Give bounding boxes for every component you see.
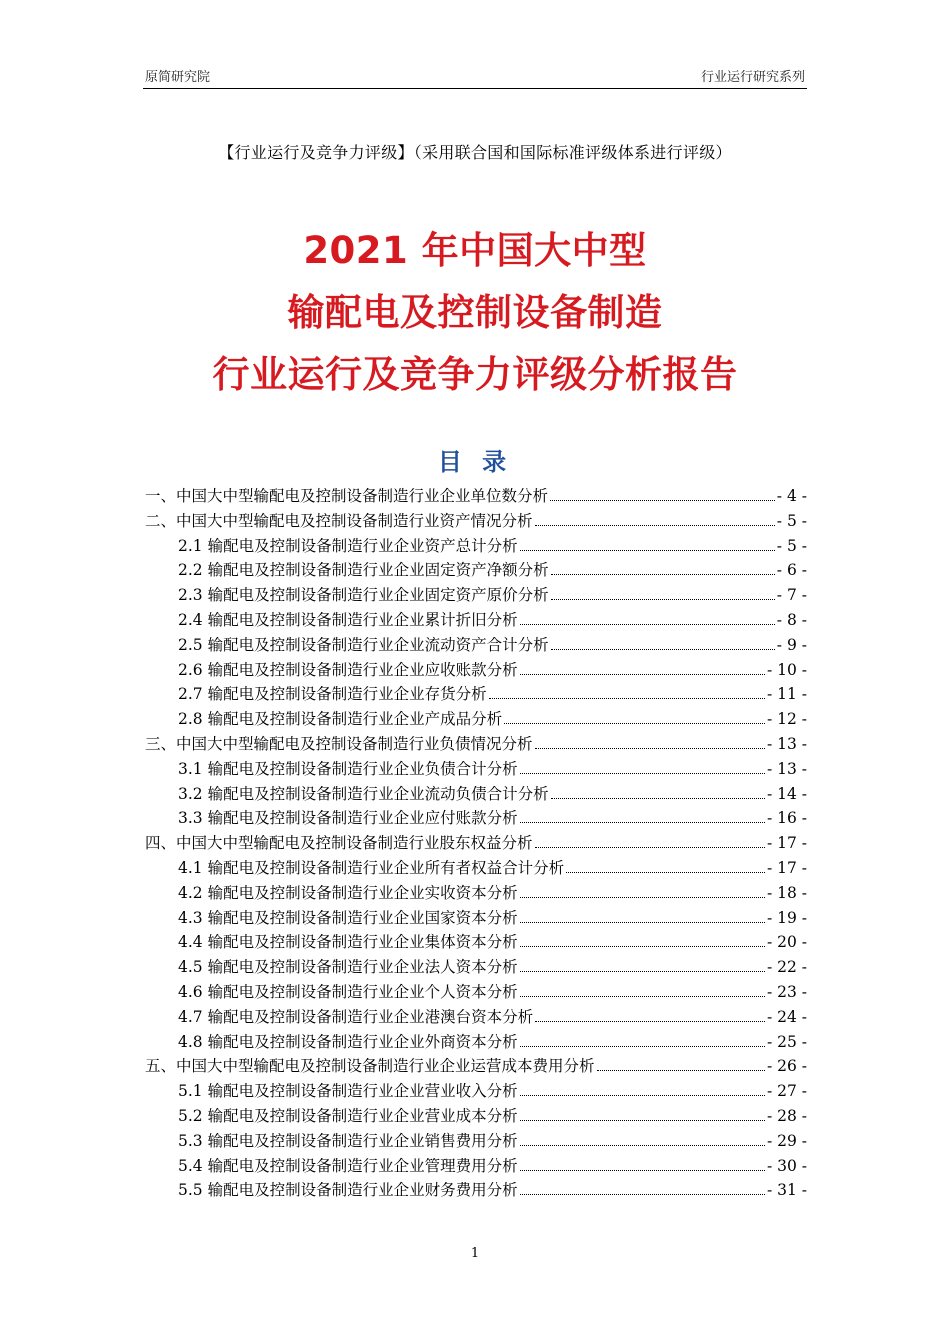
toc-entry-page: - 23 - [766, 982, 807, 1001]
toc-dot-leader [520, 921, 765, 923]
toc-dot-leader [535, 846, 765, 848]
toc-entry-page: - 25 - [766, 1032, 807, 1051]
toc-dot-leader [566, 871, 765, 873]
toc-entry-page: - 8 - [776, 610, 807, 629]
toc-dot-leader [597, 1069, 765, 1071]
toc-entry-label: 2.5 输配电及控制设备制造行业企业流动资产合计分析 [178, 635, 549, 654]
toc-entry-label: 5.1 输配电及控制设备制造行业企业营业收入分析 [178, 1082, 518, 1101]
toc-entry[interactable] [145, 608, 807, 633]
header-divider [143, 88, 807, 89]
toc-entry-page: - 14 - [766, 784, 807, 803]
toc-entry-label: 2.2 输配电及控制设备制造行业企业固定资产净额分析 [178, 561, 549, 580]
toc-dot-leader [535, 524, 775, 526]
report-subtitle: 【行业运行及竞争力评级】（采用联合国和国际标准评级体系进行评级） [218, 143, 732, 162]
toc-entry[interactable] [145, 856, 807, 881]
toc-dot-leader [520, 772, 765, 774]
toc-entry[interactable] [145, 484, 807, 509]
toc-entry-label: 4.8 输配电及控制设备制造行业企业外商资本分析 [178, 1032, 518, 1051]
toc-entry-label: 2.6 输配电及控制设备制造行业企业应收账款分析 [178, 660, 518, 679]
header-org-name: 原简研究院 [145, 70, 211, 85]
toc-entry-page: - 22 - [766, 958, 807, 977]
toc-dot-leader [504, 722, 765, 724]
toc-entry-label: 2.1 输配电及控制设备制造行业企业资产总计分析 [178, 536, 518, 555]
toc-entry-page: - 31 - [766, 1181, 807, 1200]
toc-dot-leader [520, 673, 765, 675]
toc-entry-page: - 7 - [776, 586, 807, 605]
toc-entry[interactable] [145, 1054, 807, 1079]
toc-entry-page: - 11 - [766, 685, 807, 704]
toc-entry[interactable] [145, 1104, 807, 1129]
report-title-line-2: 输配电及控制设备制造 [287, 291, 663, 334]
toc-entry-label: 2.3 输配电及控制设备制造行业企业固定资产原价分析 [178, 586, 549, 605]
toc-entry[interactable] [145, 906, 807, 931]
toc-entry-page: - 4 - [776, 487, 807, 505]
toc-entry[interactable] [145, 955, 807, 980]
toc-dot-leader [535, 747, 765, 749]
toc-entry-page: - 20 - [766, 933, 807, 952]
toc-entry[interactable] [145, 831, 807, 856]
toc-entry[interactable] [145, 980, 807, 1005]
toc-entry-page: - 17 - [766, 834, 807, 853]
toc-entry-label: 5.4 输配电及控制设备制造行业企业管理费用分析 [178, 1156, 518, 1175]
toc-entry-label: 2.8 输配电及控制设备制造行业企业产成品分析 [178, 710, 503, 729]
toc-entry[interactable] [145, 583, 807, 608]
toc-entry-label: 4.3 输配电及控制设备制造行业企业国家资本分析 [178, 908, 518, 927]
toc-entry[interactable] [145, 1079, 807, 1104]
toc-dot-leader [520, 970, 765, 972]
toc-entry[interactable] [145, 1030, 807, 1055]
toc-entry-label: 5.3 输配电及控制设备制造行业企业销售费用分析 [178, 1131, 518, 1150]
toc-entry[interactable] [145, 757, 807, 782]
table-of-contents [145, 484, 807, 1203]
toc-entry-label: 四、中国大中型输配电及控制设备制造行业股东权益分析 [145, 834, 533, 853]
toc-entry-page: - 5 - [776, 511, 807, 530]
toc-entry-page: - 13 - [766, 759, 807, 778]
toc-dot-leader [520, 1119, 765, 1121]
toc-dot-leader [520, 896, 765, 898]
toc-dot-leader [551, 573, 775, 575]
toc-dot-leader [551, 797, 765, 799]
toc-entry-page: - 9 - [776, 635, 807, 654]
toc-entry-page: - 17 - [766, 858, 807, 877]
report-title-line-3: 行业运行及竞争力评级分析报告 [212, 353, 738, 396]
toc-entry-label: 2.7 输配电及控制设备制造行业企业存货分析 [178, 685, 487, 704]
toc-entry[interactable] [145, 930, 807, 955]
toc-entry-label: 5.5 输配电及控制设备制造行业企业财务费用分析 [178, 1181, 518, 1200]
toc-dot-leader [551, 598, 775, 600]
toc-entry[interactable] [145, 782, 807, 807]
toc-dot-leader [520, 1193, 765, 1195]
toc-entry-label: 三、中国大中型输配电及控制设备制造行业负债情况分析 [145, 734, 533, 753]
toc-entry[interactable] [145, 658, 807, 683]
toc-dot-leader [550, 499, 775, 501]
toc-entry-page: - 13 - [766, 734, 807, 753]
toc-entry[interactable] [145, 633, 807, 658]
toc-entry-page: - 5 - [776, 536, 807, 555]
toc-entry-label: 4.1 输配电及控制设备制造行业企业所有者权益合计分析 [178, 858, 565, 877]
toc-entry[interactable] [145, 1005, 807, 1030]
toc-entry-label: 4.6 输配电及控制设备制造行业企业个人资本分析 [178, 982, 518, 1001]
toc-entry-page: - 27 - [766, 1082, 807, 1101]
toc-heading: 目 录 [437, 448, 513, 476]
toc-dot-leader [489, 697, 765, 699]
toc-entry[interactable] [145, 732, 807, 757]
toc-entry-label: 5.2 输配电及控制设备制造行业企业营业成本分析 [178, 1106, 518, 1125]
toc-dot-leader [520, 945, 765, 947]
toc-entry-page: - 28 - [766, 1106, 807, 1125]
toc-dot-leader [520, 995, 765, 997]
toc-entry-page: - 6 - [776, 561, 807, 580]
toc-entry-label: 2.4 输配电及控制设备制造行业企业累计折旧分析 [178, 610, 518, 629]
header-series-name: 行业运行研究系列 [700, 70, 805, 85]
toc-entry-label: 4.5 输配电及控制设备制造行业企业法人资本分析 [178, 958, 518, 977]
toc-entry[interactable] [145, 558, 807, 583]
toc-entry-label: 4.7 输配电及控制设备制造行业企业港澳台资本分析 [178, 1007, 534, 1026]
toc-dot-leader [535, 1020, 765, 1022]
toc-dot-leader [520, 1144, 765, 1146]
toc-dot-leader [520, 1094, 765, 1096]
toc-dot-leader [520, 1169, 765, 1171]
report-title-line-1: 2021 年中国大中型 [303, 229, 647, 272]
toc-entry-label: 4.4 输配电及控制设备制造行业企业集体资本分析 [178, 933, 518, 952]
toc-entry-label: 五、中国大中型输配电及控制设备制造行业企业运营成本费用分析 [145, 1057, 595, 1076]
toc-entry[interactable] [145, 1129, 807, 1154]
toc-dot-leader [520, 623, 775, 625]
toc-entry-label: 二、中国大中型输配电及控制设备制造行业资产情况分析 [145, 511, 533, 530]
toc-entry[interactable] [145, 707, 807, 732]
toc-dot-leader [520, 1045, 765, 1047]
toc-entry[interactable] [145, 534, 807, 559]
toc-entry-page: - 18 - [766, 883, 807, 902]
toc-entry[interactable] [145, 1178, 807, 1203]
toc-dot-leader [520, 549, 775, 551]
toc-entry[interactable] [145, 806, 807, 831]
toc-entry[interactable] [145, 509, 807, 534]
toc-entry-page: - 12 - [766, 710, 807, 729]
toc-entry-label: 一、中国大中型输配电及控制设备制造行业企业单位数分析 [145, 487, 549, 505]
toc-entry-page: - 10 - [766, 660, 807, 679]
toc-entry-label: 3.1 输配电及控制设备制造行业企业负债合计分析 [178, 759, 518, 778]
toc-dot-leader [520, 821, 765, 823]
toc-entry[interactable] [145, 682, 807, 707]
toc-entry-page: - 19 - [766, 908, 807, 927]
page-number: 1 [470, 1246, 480, 1261]
toc-entry-page: - 30 - [766, 1156, 807, 1175]
toc-entry[interactable] [145, 1154, 807, 1179]
toc-entry-page: - 26 - [766, 1057, 807, 1076]
toc-entry-page: - 29 - [766, 1131, 807, 1150]
toc-entry-page: - 24 - [766, 1007, 807, 1026]
toc-entry[interactable] [145, 881, 807, 906]
toc-entry-label: 4.2 输配电及控制设备制造行业企业实收资本分析 [178, 883, 518, 902]
toc-entry-page: - 16 - [766, 809, 807, 828]
toc-entry-label: 3.3 输配电及控制设备制造行业企业应付账款分析 [178, 809, 518, 828]
toc-entry-label: 3.2 输配电及控制设备制造行业企业流动负债合计分析 [178, 784, 549, 803]
toc-dot-leader [551, 648, 775, 650]
